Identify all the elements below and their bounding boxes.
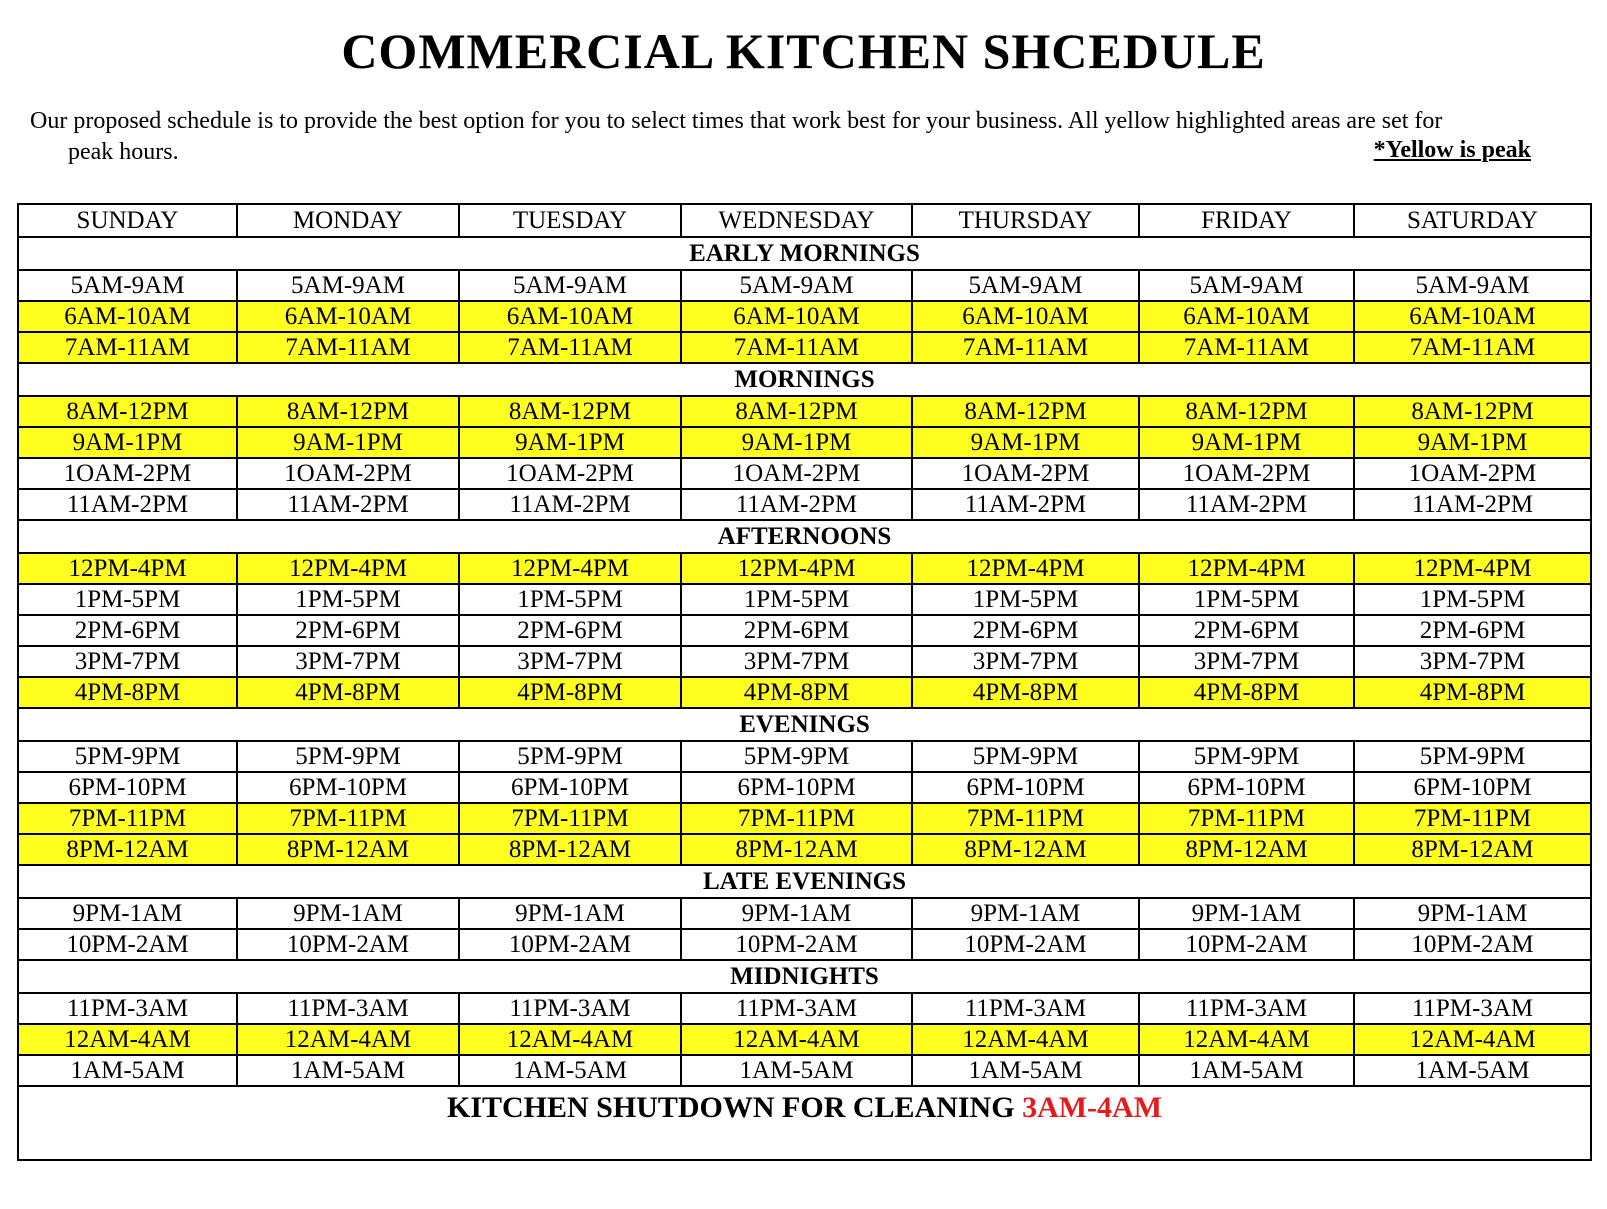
section-heading: EVENINGS [18, 708, 1591, 741]
section-row [18, 520, 1591, 553]
day-header-wednesday: WEDNESDAY [681, 204, 912, 237]
time-slot-cell-tuesday[interactable]: 1PM-5PM [459, 584, 681, 615]
shutdown-notice [18, 1086, 1591, 1160]
time-slot-cell-sunday[interactable]: 11AM-2PM [18, 489, 237, 520]
time-slot-cell-monday[interactable]: 9AM-1PM [237, 427, 459, 458]
peak-time-slot-row [18, 396, 1591, 427]
time-slot-cell-saturday[interactable]: 7AM-11AM [1354, 332, 1591, 363]
time-slot-cell-saturday[interactable]: 7PM-11PM [1354, 803, 1591, 834]
time-slot-cell-sunday[interactable]: 4PM-8PM [18, 677, 237, 708]
time-slot-cell-saturday[interactable]: 3PM-7PM [1354, 646, 1591, 677]
time-slot-cell-tuesday[interactable]: 3PM-7PM [459, 646, 681, 677]
time-slot-cell-wednesday[interactable]: 8PM-12AM [681, 834, 912, 865]
time-slot-cell-saturday[interactable]: 12AM-4AM [1354, 1024, 1591, 1055]
time-slot-cell-friday[interactable]: 9AM-1PM [1139, 427, 1354, 458]
shutdown-time: 3AM-4AM [1022, 1091, 1163, 1124]
time-slot-cell-tuesday[interactable]: 9AM-1PM [459, 427, 681, 458]
time-slot-cell-saturday[interactable]: 10PM-2AM [1354, 929, 1591, 960]
time-slot-cell-saturday[interactable]: 11AM-2PM [1354, 489, 1591, 520]
time-slot-cell-monday[interactable]: 5AM-9AM [237, 270, 459, 301]
time-slot-row [18, 1055, 1591, 1086]
time-slot-cell-wednesday[interactable]: 5AM-9AM [681, 270, 912, 301]
time-slot-cell-wednesday[interactable]: 2PM-6PM [681, 615, 912, 646]
time-slot-cell-monday[interactable]: 11AM-2PM [237, 489, 459, 520]
time-slot-cell-sunday[interactable]: 6AM-10AM [18, 301, 237, 332]
time-slot-cell-thursday[interactable]: 12PM-4PM [912, 553, 1139, 584]
time-slot-cell-saturday[interactable]: 4PM-8PM [1354, 677, 1591, 708]
time-slot-cell-friday[interactable]: 2PM-6PM [1139, 615, 1354, 646]
time-slot-cell-thursday[interactable]: 9PM-1AM [912, 898, 1139, 929]
time-slot-cell-saturday[interactable]: 11PM-3AM [1354, 993, 1591, 1024]
time-slot-cell-wednesday[interactable]: 6PM-10PM [681, 772, 912, 803]
time-slot-cell-monday[interactable]: 12AM-4AM [237, 1024, 459, 1055]
day-header-tuesday: TUESDAY [459, 204, 681, 237]
time-slot-row [18, 898, 1591, 929]
time-slot-cell-friday[interactable]: 8PM-12AM [1139, 834, 1354, 865]
time-slot-cell-sunday[interactable]: 6PM-10PM [18, 772, 237, 803]
time-slot-cell-wednesday[interactable]: 5PM-9PM [681, 741, 912, 772]
peak-time-slot-row [18, 301, 1591, 332]
time-slot-cell-friday[interactable]: 7AM-11AM [1139, 332, 1354, 363]
time-slot-cell-thursday[interactable]: 12AM-4AM [912, 1024, 1139, 1055]
time-slot-cell-tuesday[interactable]: 1AM-5AM [459, 1055, 681, 1086]
section-row [18, 865, 1591, 898]
time-slot-cell-tuesday[interactable]: 8AM-12PM [459, 396, 681, 427]
time-slot-cell-monday[interactable]: 9PM-1AM [237, 898, 459, 929]
time-slot-cell-saturday[interactable]: 8PM-12AM [1354, 834, 1591, 865]
time-slot-cell-wednesday[interactable]: 6AM-10AM [681, 301, 912, 332]
shutdown-label: KITCHEN SHUTDOWN FOR CLEANING [446, 1091, 1023, 1124]
time-slot-cell-friday[interactable]: 6PM-10PM [1139, 772, 1354, 803]
peak-time-slot-row [18, 427, 1591, 458]
time-slot-cell-tuesday[interactable]: 5PM-9PM [459, 741, 681, 772]
time-slot-cell-wednesday[interactable]: 12AM-4AM [681, 1024, 912, 1055]
day-header-row [18, 204, 1591, 237]
time-slot-cell-tuesday[interactable]: 12AM-4AM [459, 1024, 681, 1055]
time-slot-cell-friday[interactable]: 11PM-3AM [1139, 993, 1354, 1024]
time-slot-cell-friday[interactable]: 10PM-2AM [1139, 929, 1354, 960]
intro-line-1: Our proposed schedule is to provide the best option for you to select times that work best for your business. All yellow highlighted areas are set for [30, 108, 1443, 134]
time-slot-cell-monday[interactable]: 10PM-2AM [237, 929, 459, 960]
time-slot-cell-tuesday[interactable]: 7AM-11AM [459, 332, 681, 363]
intro-line-2: peak hours. [68, 139, 179, 165]
time-slot-cell-tuesday[interactable]: 11AM-2PM [459, 489, 681, 520]
section-heading: AFTERNOONS [18, 520, 1591, 553]
time-slot-cell-sunday[interactable]: 9AM-1PM [18, 427, 237, 458]
time-slot-cell-wednesday[interactable]: 1AM-5AM [681, 1055, 912, 1086]
time-slot-cell-wednesday[interactable]: 11PM-3AM [681, 993, 912, 1024]
time-slot-cell-monday[interactable]: 12PM-4PM [237, 553, 459, 584]
section-heading: LATE EVENINGS [18, 865, 1591, 898]
time-slot-cell-tuesday[interactable]: 11PM-3AM [459, 993, 681, 1024]
time-slot-cell-wednesday[interactable]: 9AM-1PM [681, 427, 912, 458]
time-slot-cell-tuesday[interactable]: 10PM-2AM [459, 929, 681, 960]
time-slot-cell-sunday[interactable]: 7AM-11AM [18, 332, 237, 363]
time-slot-cell-saturday[interactable]: 12PM-4PM [1354, 553, 1591, 584]
time-slot-cell-thursday[interactable]: 5PM-9PM [912, 741, 1139, 772]
time-slot-cell-monday[interactable]: 7AM-11AM [237, 332, 459, 363]
time-slot-cell-tuesday[interactable]: 6AM-10AM [459, 301, 681, 332]
time-slot-cell-saturday[interactable]: 9PM-1AM [1354, 898, 1591, 929]
time-slot-cell-friday[interactable]: 12AM-4AM [1139, 1024, 1354, 1055]
day-header-sunday: SUNDAY [18, 204, 237, 237]
section-row [18, 237, 1591, 270]
schedule-table [17, 203, 1592, 1161]
time-slot-cell-friday[interactable]: 6AM-10AM [1139, 301, 1354, 332]
time-slot-cell-sunday[interactable]: 9PM-1AM [18, 898, 237, 929]
time-slot-row [18, 741, 1591, 772]
footer-row [18, 1086, 1591, 1160]
time-slot-cell-monday[interactable]: 5PM-9PM [237, 741, 459, 772]
time-slot-cell-tuesday[interactable]: 7PM-11PM [459, 803, 681, 834]
day-header-monday: MONDAY [237, 204, 459, 237]
time-slot-cell-wednesday[interactable]: 8AM-12PM [681, 396, 912, 427]
time-slot-cell-wednesday[interactable]: 12PM-4PM [681, 553, 912, 584]
time-slot-cell-monday[interactable]: 6AM-10AM [237, 301, 459, 332]
time-slot-cell-wednesday[interactable]: 4PM-8PM [681, 677, 912, 708]
time-slot-cell-sunday[interactable]: 1PM-5PM [18, 584, 237, 615]
time-slot-cell-friday[interactable]: 3PM-7PM [1139, 646, 1354, 677]
time-slot-cell-friday[interactable]: 4PM-8PM [1139, 677, 1354, 708]
time-slot-row [18, 489, 1591, 520]
schedule-body [18, 237, 1591, 1086]
time-slot-cell-thursday[interactable]: 1AM-5AM [912, 1055, 1139, 1086]
time-slot-cell-tuesday[interactable]: 6PM-10PM [459, 772, 681, 803]
time-slot-row [18, 615, 1591, 646]
time-slot-cell-saturday[interactable]: 8AM-12PM [1354, 396, 1591, 427]
time-slot-cell-sunday[interactable]: 12AM-4AM [18, 1024, 237, 1055]
time-slot-cell-thursday[interactable]: 8PM-12AM [912, 834, 1139, 865]
time-slot-cell-monday[interactable]: 4PM-8PM [237, 677, 459, 708]
time-slot-row [18, 584, 1591, 615]
time-slot-row [18, 646, 1591, 677]
time-slot-cell-sunday[interactable]: 2PM-6PM [18, 615, 237, 646]
time-slot-row [18, 270, 1591, 301]
time-slot-cell-friday[interactable]: 5AM-9AM [1139, 270, 1354, 301]
time-slot-cell-friday[interactable]: 12PM-4PM [1139, 553, 1354, 584]
time-slot-cell-wednesday[interactable]: 1OAM-2PM [681, 458, 912, 489]
peak-legend-note: *Yellow is peak [1373, 137, 1531, 163]
time-slot-cell-saturday[interactable]: 5AM-9AM [1354, 270, 1591, 301]
section-row [18, 363, 1591, 396]
peak-time-slot-row [18, 332, 1591, 363]
section-heading: EARLY MORNINGS [18, 237, 1591, 270]
time-slot-row [18, 929, 1591, 960]
page-title: COMMERCIAL KITCHEN SHCEDULE [341, 23, 1266, 79]
time-slot-cell-monday[interactable]: 1AM-5AM [237, 1055, 459, 1086]
time-slot-cell-friday[interactable]: 11AM-2PM [1139, 489, 1354, 520]
time-slot-row [18, 772, 1591, 803]
time-slot-cell-wednesday[interactable]: 7PM-11PM [681, 803, 912, 834]
day-header-saturday: SATURDAY [1354, 204, 1591, 237]
peak-time-slot-row [18, 1024, 1591, 1055]
time-slot-cell-friday[interactable]: 1AM-5AM [1139, 1055, 1354, 1086]
time-slot-row [18, 458, 1591, 489]
time-slot-cell-friday[interactable]: 1OAM-2PM [1139, 458, 1354, 489]
peak-time-slot-row [18, 677, 1591, 708]
day-header-thursday: THURSDAY [912, 204, 1139, 237]
time-slot-cell-wednesday[interactable]: 7AM-11AM [681, 332, 912, 363]
time-slot-cell-sunday[interactable]: 5PM-9PM [18, 741, 237, 772]
time-slot-cell-thursday[interactable]: 10PM-2AM [912, 929, 1139, 960]
time-slot-cell-wednesday[interactable]: 3PM-7PM [681, 646, 912, 677]
time-slot-cell-saturday[interactable]: 2PM-6PM [1354, 615, 1591, 646]
time-slot-cell-saturday[interactable]: 6AM-10AM [1354, 301, 1591, 332]
peak-time-slot-row [18, 834, 1591, 865]
section-heading: MORNINGS [18, 363, 1591, 396]
time-slot-cell-saturday[interactable]: 9AM-1PM [1354, 427, 1591, 458]
time-slot-cell-sunday[interactable]: 3PM-7PM [18, 646, 237, 677]
time-slot-cell-thursday[interactable]: 11PM-3AM [912, 993, 1139, 1024]
time-slot-cell-friday[interactable]: 8AM-12PM [1139, 396, 1354, 427]
day-header-friday: FRIDAY [1139, 204, 1354, 237]
time-slot-cell-thursday[interactable]: 5AM-9AM [912, 270, 1139, 301]
time-slot-cell-thursday[interactable]: 8AM-12PM [912, 396, 1139, 427]
section-heading: MIDNIGHTS [18, 960, 1591, 993]
time-slot-cell-tuesday[interactable]: 12PM-4PM [459, 553, 681, 584]
time-slot-cell-saturday[interactable]: 1PM-5PM [1354, 584, 1591, 615]
time-slot-row [18, 993, 1591, 1024]
time-slot-cell-friday[interactable]: 7PM-11PM [1139, 803, 1354, 834]
time-slot-cell-monday[interactable]: 3PM-7PM [237, 646, 459, 677]
time-slot-cell-sunday[interactable]: 8PM-12AM [18, 834, 237, 865]
time-slot-cell-monday[interactable]: 7PM-11PM [237, 803, 459, 834]
time-slot-cell-thursday[interactable]: 1PM-5PM [912, 584, 1139, 615]
time-slot-cell-wednesday[interactable]: 9PM-1AM [681, 898, 912, 929]
time-slot-cell-thursday[interactable]: 2PM-6PM [912, 615, 1139, 646]
time-slot-cell-monday[interactable]: 6PM-10PM [237, 772, 459, 803]
time-slot-cell-monday[interactable]: 8AM-12PM [237, 396, 459, 427]
time-slot-cell-thursday[interactable]: 3PM-7PM [912, 646, 1139, 677]
time-slot-cell-sunday[interactable]: 1AM-5AM [18, 1055, 237, 1086]
time-slot-cell-thursday[interactable]: 4PM-8PM [912, 677, 1139, 708]
peak-time-slot-row [18, 803, 1591, 834]
time-slot-cell-thursday[interactable]: 11AM-2PM [912, 489, 1139, 520]
time-slot-cell-monday[interactable]: 11PM-3AM [237, 993, 459, 1024]
section-row [18, 708, 1591, 741]
time-slot-cell-thursday[interactable]: 6PM-10PM [912, 772, 1139, 803]
time-slot-cell-monday[interactable]: 2PM-6PM [237, 615, 459, 646]
time-slot-cell-friday[interactable]: 9PM-1AM [1139, 898, 1354, 929]
time-slot-cell-thursday[interactable]: 7PM-11PM [912, 803, 1139, 834]
time-slot-cell-sunday[interactable]: 8AM-12PM [18, 396, 237, 427]
time-slot-cell-sunday[interactable]: 10PM-2AM [18, 929, 237, 960]
intro-paragraph [30, 106, 1600, 168]
time-slot-cell-monday[interactable]: 1OAM-2PM [237, 458, 459, 489]
time-slot-cell-monday[interactable]: 1PM-5PM [237, 584, 459, 615]
time-slot-cell-sunday[interactable]: 11PM-3AM [18, 993, 237, 1024]
time-slot-cell-thursday[interactable]: 1OAM-2PM [912, 458, 1139, 489]
time-slot-cell-wednesday[interactable]: 10PM-2AM [681, 929, 912, 960]
time-slot-cell-sunday[interactable]: 7PM-11PM [18, 803, 237, 834]
time-slot-cell-thursday[interactable]: 7AM-11AM [912, 332, 1139, 363]
time-slot-cell-sunday[interactable]: 12PM-4PM [18, 553, 237, 584]
time-slot-cell-tuesday[interactable]: 5AM-9AM [459, 270, 681, 301]
time-slot-cell-monday[interactable]: 8PM-12AM [237, 834, 459, 865]
time-slot-cell-tuesday[interactable]: 2PM-6PM [459, 615, 681, 646]
time-slot-cell-wednesday[interactable]: 11AM-2PM [681, 489, 912, 520]
time-slot-cell-sunday[interactable]: 5AM-9AM [18, 270, 237, 301]
time-slot-cell-thursday[interactable]: 6AM-10AM [912, 301, 1139, 332]
section-row [18, 960, 1591, 993]
time-slot-cell-thursday[interactable]: 9AM-1PM [912, 427, 1139, 458]
time-slot-cell-tuesday[interactable]: 8PM-12AM [459, 834, 681, 865]
time-slot-cell-saturday[interactable]: 5PM-9PM [1354, 741, 1591, 772]
time-slot-cell-friday[interactable]: 5PM-9PM [1139, 741, 1354, 772]
peak-time-slot-row [18, 553, 1591, 584]
time-slot-cell-tuesday[interactable]: 4PM-8PM [459, 677, 681, 708]
time-slot-cell-sunday[interactable]: 1OAM-2PM [18, 458, 237, 489]
time-slot-cell-tuesday[interactable]: 9PM-1AM [459, 898, 681, 929]
time-slot-cell-saturday[interactable]: 6PM-10PM [1354, 772, 1591, 803]
time-slot-cell-saturday[interactable]: 1OAM-2PM [1354, 458, 1591, 489]
time-slot-cell-saturday[interactable]: 1AM-5AM [1354, 1055, 1591, 1086]
time-slot-cell-friday[interactable]: 1PM-5PM [1139, 584, 1354, 615]
time-slot-cell-tuesday[interactable]: 1OAM-2PM [459, 458, 681, 489]
time-slot-cell-wednesday[interactable]: 1PM-5PM [681, 584, 912, 615]
